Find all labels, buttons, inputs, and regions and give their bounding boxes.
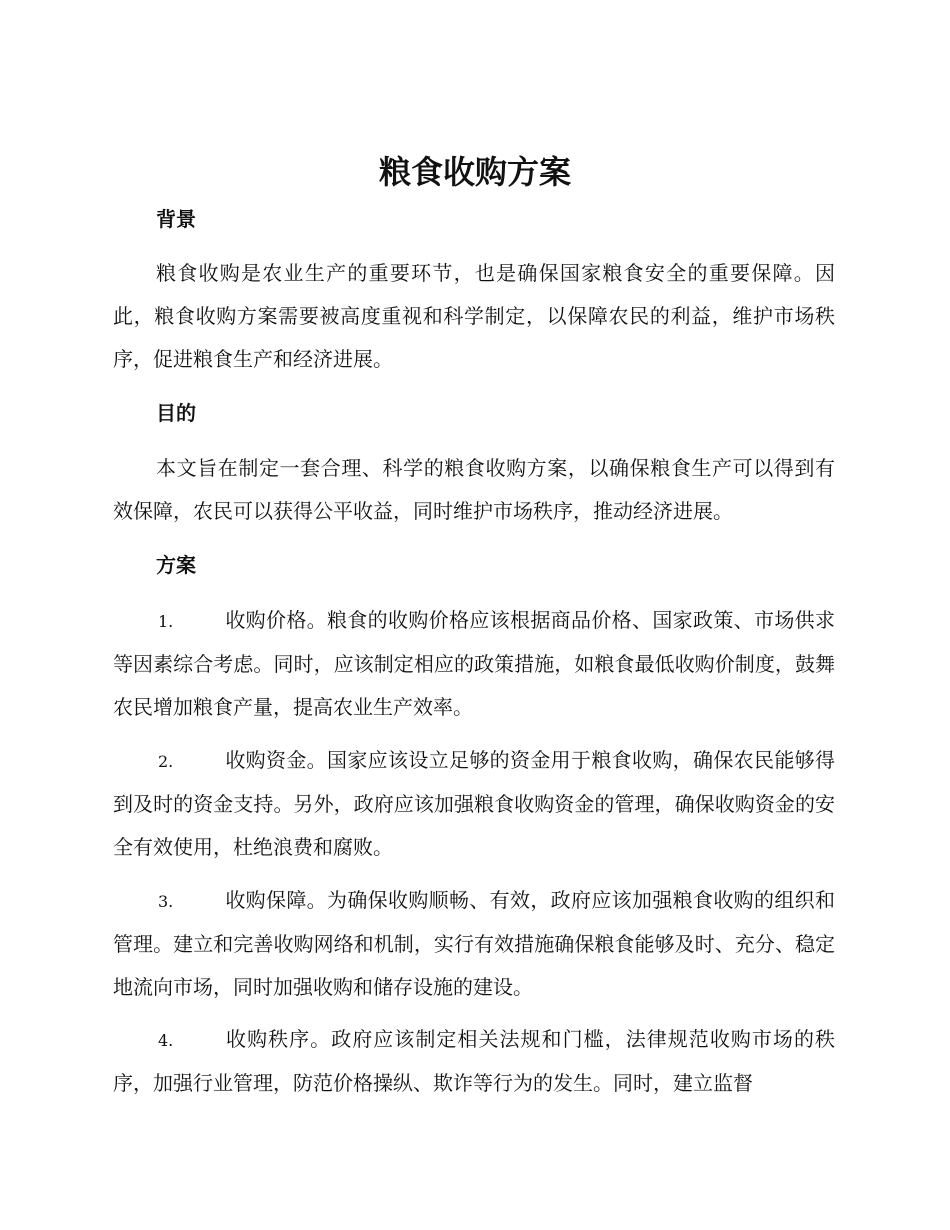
list-item-number: 2. xyxy=(158,752,174,771)
list-item-text: 收购保障。为确保收购顺畅、有效，政府应该加强粮食收购的组织和管理。建立和完善收购网络和机制，实行有效措施确保粮食能够及时、充分、稳定地流向市场，同时加强收购和储存设施的建设。 xyxy=(113,888,835,999)
section-heading-background: 背景 xyxy=(156,207,196,231)
list-item-number: 4. xyxy=(158,1031,174,1050)
list-item-text: 收购价格。粮食的收购价格应该根据商品价格、国家政策、市场供求等因素综合考虑。同时，应该制定相应的政策措施，如粮食最低收购价制度，鼓舞农民增加粮食产量，提高农业生产效率。 xyxy=(113,608,835,719)
section-heading-purpose: 目的 xyxy=(156,401,196,425)
document-title: 粮食收购方案 xyxy=(378,153,571,191)
list-item xyxy=(113,739,835,869)
list-item-number: 1. xyxy=(158,612,174,631)
section-paragraph-background: 粮食收购是农业生产的重要环节，也是确保国家粮食安全的重要保障。因此，粮食收购方案需要被高度重视和科学制定，以保障农民的利益，维护市场秩序，促进粮食生产和经济进展。 xyxy=(113,261,835,371)
list-item xyxy=(113,879,835,1009)
list-item xyxy=(113,599,835,729)
section-heading-plan: 方案 xyxy=(156,553,196,577)
section-paragraph-purpose: 本文旨在制定一套合理、科学的粮食收购方案，以确保粮食生产可以得到有效保障，农民可以获得公平收益，同时维护市场秩序，推动经济进展。 xyxy=(113,456,835,523)
list-item xyxy=(113,1018,835,1105)
list-item-text: 收购秩序。政府应该制定相关法规和门槛，法律规范收购市场的秩序，加强行业管理，防范价格操纵、欺诈等行为的发生。同时，建立监督 xyxy=(113,1027,835,1095)
list-item-number: 3. xyxy=(158,892,174,911)
list-item-text: 收购资金。国家应该设立足够的资金用于粮食收购，确保农民能够得到及时的资金支持。另外，政府应该加强粮食收购资金的管理，确保收购资金的安全有效使用，杜绝浪费和腐败。 xyxy=(113,748,835,859)
